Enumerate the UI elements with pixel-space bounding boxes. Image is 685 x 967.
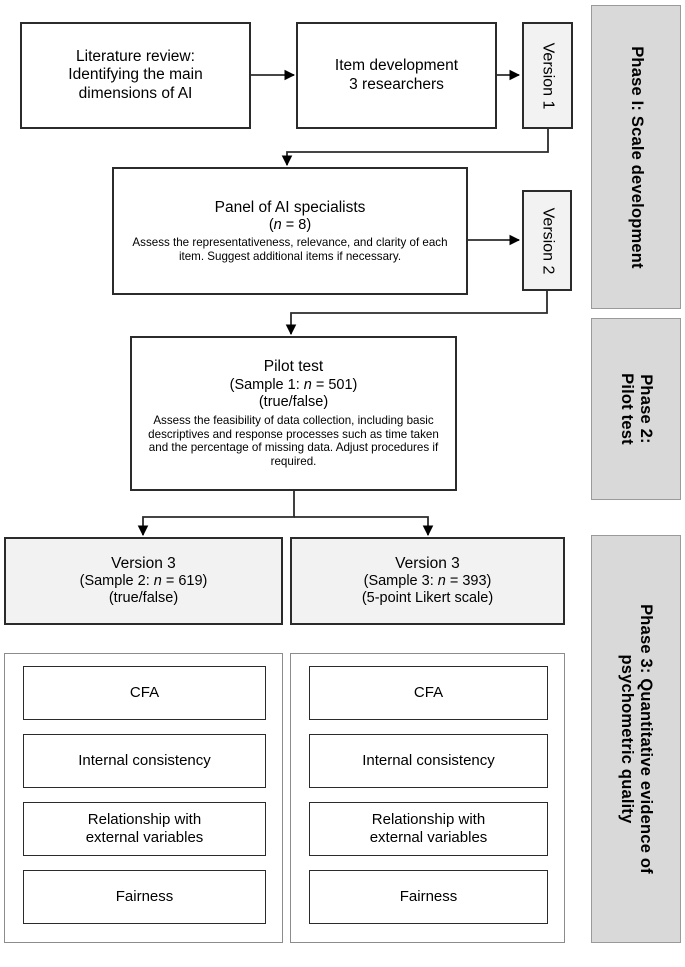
- analysis-right-item-3: [309, 870, 548, 924]
- node-version-2: [522, 190, 572, 291]
- literature-review-line2: Identifying the main: [68, 66, 203, 84]
- item-development-line2: 3 researchers: [349, 75, 444, 93]
- analysis-group-right: [290, 653, 565, 943]
- phase-2-line1: Phase 2:: [636, 374, 655, 444]
- pilot-body: Assess the feasibility of data collection, including basic descriptives and response processes such as time taken and the percentage of missing data. Adjust procedures if required.: [148, 413, 439, 468]
- version-3-left-sample-n: n: [153, 573, 162, 590]
- panel-title: Panel of AI specialists: [214, 198, 366, 216]
- phase-1-label-wrap: [627, 46, 646, 269]
- analysis-left-label-0: CFA: [129, 684, 160, 702]
- version-3-left-title: Version 3: [111, 554, 176, 572]
- literature-review-line1: Literature review:: [76, 48, 195, 66]
- version-3-right-sample-n: n: [437, 573, 446, 590]
- pilot-sample-post: = 501): [311, 376, 358, 393]
- node-panel-of-ai-specialists: [112, 167, 468, 295]
- analysis-right-item-1: [309, 734, 548, 788]
- analysis-group-left: [4, 653, 283, 943]
- analysis-right-item-0: [309, 666, 548, 720]
- node-literature-review: [20, 22, 251, 129]
- panel-sample-n: n: [273, 216, 282, 233]
- node-version-1: [522, 22, 573, 129]
- version-3-left-sample: [80, 573, 208, 590]
- literature-review-line3: dimensions of AI: [78, 84, 193, 102]
- connector-pilot-split-right: [294, 517, 428, 535]
- analysis-right-label-0: CFA: [413, 684, 444, 702]
- phase-banner-1: [591, 5, 681, 309]
- analysis-left-label-1: Internal consistency: [78, 752, 211, 770]
- version-3-right-sample: [364, 573, 492, 590]
- node-version-3-right: [290, 537, 565, 625]
- analysis-left-item-1: [23, 734, 266, 788]
- analysis-right-label-2-line1: Relationship with: [371, 811, 486, 829]
- version-2-label: Version 2: [539, 207, 556, 274]
- version-1-label: Version 1: [539, 42, 557, 109]
- pilot-title: Pilot test: [263, 358, 324, 376]
- pilot-format: (true/false): [258, 393, 329, 410]
- version-3-right-sample-pre: (Sample 3:: [363, 573, 438, 590]
- analysis-left-item-2: [23, 802, 266, 856]
- pilot-sample-pre: (Sample 1:: [229, 376, 304, 393]
- item-development-line1: Item development: [334, 57, 459, 75]
- version-3-right-sample-post: = 393): [445, 573, 492, 590]
- analysis-left-item-3: [23, 870, 266, 924]
- arrow-v2-to-pilot: [291, 291, 547, 334]
- phase-banner-2: [591, 318, 681, 500]
- version-3-left-sample-post: = 619): [161, 573, 208, 590]
- arrow-v1-to-panel: [287, 129, 548, 165]
- analysis-left-label-2-line1: Relationship with: [87, 811, 202, 829]
- analysis-left-label-3: Fairness: [115, 888, 174, 906]
- phase-3-line1: Phase 3: Quantitative evidence of: [636, 604, 655, 874]
- analysis-right-item-2: [309, 802, 548, 856]
- node-pilot-test: [130, 336, 457, 491]
- panel-sample-size: [269, 217, 311, 234]
- analysis-left-item-0: [23, 666, 266, 720]
- phase-3-line2: psychometric quality: [618, 654, 636, 824]
- panel-sample-post: = 8): [281, 216, 312, 233]
- analysis-left-label-2-line2: external variables: [85, 829, 204, 846]
- pilot-sample-n: n: [303, 376, 312, 393]
- phase-1-line1: Phase I: Scale development: [627, 45, 646, 269]
- connector-pilot-split: [143, 491, 294, 535]
- analysis-right-label-2-line2: external variables: [369, 829, 488, 846]
- panel-body: Assess the representativeness, relevance, and clarity of each item. Suggest additional items if necessary.: [132, 236, 448, 263]
- analysis-right-label-1: Internal consistency: [362, 752, 495, 770]
- version-3-left-format: (true/false): [108, 590, 179, 607]
- node-item-development: [296, 22, 497, 129]
- phase-2-label-wrap: [617, 373, 655, 445]
- pilot-sample-size: [230, 377, 358, 394]
- node-version-3-left: [4, 537, 283, 625]
- version-3-right-title: Version 3: [395, 554, 460, 572]
- phase-2-line2: Pilot test: [618, 373, 636, 445]
- phase-banner-3: [591, 535, 681, 943]
- version-3-left-sample-pre: (Sample 2:: [79, 573, 154, 590]
- version-3-right-format: (5-point Likert scale): [361, 590, 494, 607]
- phase-3-label-wrap: [617, 604, 655, 874]
- panel-sample-pre: (: [268, 216, 274, 233]
- analysis-right-label-3: Fairness: [399, 888, 458, 906]
